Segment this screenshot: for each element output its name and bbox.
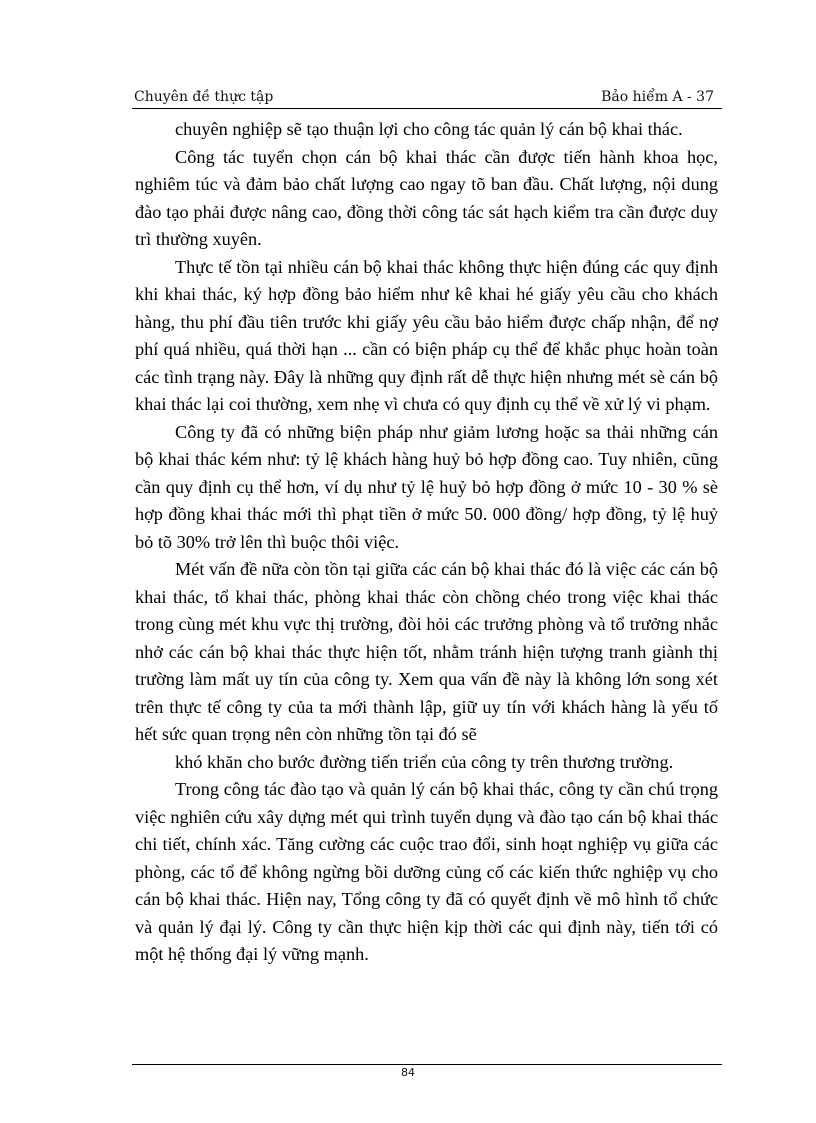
paragraph: khó khăn cho bước đường tiến triển của công ty trên thương trường. xyxy=(175,751,674,772)
paragraph: chuyên nghiệp sẽ tạo thuận lợi cho công tác quản lý cán bộ khai thác. xyxy=(175,119,683,139)
paragraph: Công ty đã có những biện pháp như giảm lương hoặc sa thải những cán bộ khai thác kém như: tỷ lệ khách hàng huỷ bỏ hợp đồng cao. Tuy nhiên, cũng cần quy định cụ thể hơn, ví dụ như tỷ lệ huỷ bỏ hợp đồng ở mức 10 - 30 % sè hợp đồng khai thác mới thì phạt tiền ở mức 50. 000 đồng/ hợp đồng, tỷ lệ huỷ bỏ tõ 30% trở lên thì buộc thôi việc. xyxy=(135,421,718,552)
paragraph: Mét vấn đề nữa còn tồn tại giữa các cán bộ khai thác đó là việc các cán bộ khai thác, tổ khai thác, phòng khai thác còn chồng chéo trong việc khai thác trong cùng mét khu vực thị trường, đòi hỏi các trưởng phòng và tổ trưởng nhắc nhở các cán bộ khai thác thực hiện tốt, nhằm tránh hiện tượng tranh giành thị trường làm mất uy tín của công ty. Xem qua vấn đề này là không lớn song xét trên thực tế công ty của ta mới thành lập, giữ uy tín với khách hàng là yếu tố hết sức quan trọng nên còn những tồn tại đó sẽ xyxy=(135,559,718,744)
paragraph: Công tác tuyển chọn cán bộ khai thác cần được tiến hành khoa học, nghiêm túc và đảm bảo chất lượng cao ngay tõ ban đầu. Chất lượng, nội dung đào tạo phải được nâng cao, đồng thời công tác sát hạch kiểm tra cần được duy trì thường xuyên. xyxy=(135,146,718,249)
header-title: Chuyên đề thực tập xyxy=(134,89,274,105)
page-header xyxy=(132,84,722,109)
header-section: Bảo hiểm A - 37 xyxy=(601,89,714,105)
paragraph: Trong công tác đào tạo và quản lý cán bộ khai thác, công ty cần chú trọng việc nghiên cứu xây dựng mét qui trình tuyển dụng và đào tạo cán bộ khai thác chi tiết, chính xác. Tăng cường các cuộc trao đổi, sinh hoạt nghiệp vụ giữa các phòng, các tổ để không ngừng bồi dưỡng củng cố các kiến thức nghiệp vụ cho cán bộ khai thác. Hiện nay, Tổng công ty đã có quyết định về mô hình tổ chức và quản lý đại lý. Công ty cần thực hiện kịp thời các qui định này, tiến tới có một hệ thống đại lý vững mạnh. xyxy=(135,779,718,964)
page-number: 84 xyxy=(401,1066,415,1079)
paragraph: Thực tế tồn tại nhiều cán bộ khai thác không thực hiện đúng các quy định khi khai thác, ký hợp đồng bảo hiểm như kê khai hé giấy yêu cầu cho khách hàng, thu phí đầu tiên trước khi giấy yêu cầu bảo hiểm được chấp nhận, để nợ phí quá nhiều, quá thời hạn ... cần có biện pháp cụ thể để khắc phục hoàn toàn các tình trạng này. Đây là những quy định rất dễ thực hiện nhưng mét sè cán bộ khai thác lại coi thường, xem nhẹ vì chưa có quy định cụ thể về xử lý vi phạm. xyxy=(135,256,718,414)
document-body xyxy=(135,116,718,969)
footer-divider xyxy=(132,1064,722,1065)
